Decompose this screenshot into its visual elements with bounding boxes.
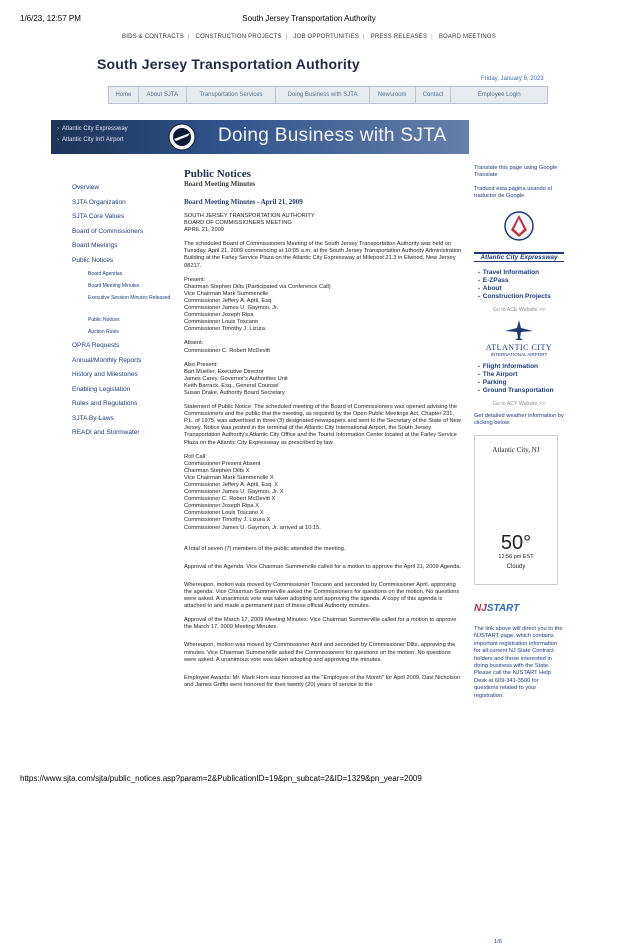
- sidebar-item-opra[interactable]: OPRA Requests: [72, 342, 120, 349]
- acy-title: ATLANTIC CITY: [485, 343, 553, 352]
- acy-links: [482, 363, 564, 395]
- current-date: Friday, January 6, 2023: [481, 76, 544, 82]
- list-item: Commissioner James U. Gaymon, Jr.: [184, 305, 279, 312]
- print-footer: [20, 774, 598, 945]
- njstart-logo-start: START: [486, 603, 520, 614]
- employee-awards: Employee Awards: Mr. Mark Horn was honored as the "Employee of the Month" for April 2009. Davi Nicholson and James Griffin were honored for their twenty (20) years of service to the: [184, 674, 461, 688]
- roll-call-list: [184, 454, 462, 532]
- acy-link-flight[interactable]: ▪ Flight Information: [486, 363, 564, 371]
- list-item: Commissioner Louis Toscano: [184, 319, 259, 326]
- nav-home[interactable]: Home: [109, 87, 139, 103]
- acy-link-airport[interactable]: ▪ The Airport: [486, 371, 564, 379]
- intro-paragraph: The scheduled Board of Commissioners Meeting of the South Jersey Transportation Authority was held on Tuesday, April 21, 2009 commencing at 10:05 a.m. at the South Jersey Transportation Authority Administration Building at the Farley Service Plaza on the Atlantic City Expressway at Milepost 21.3 in Elwood, New Jersey 08217.: [184, 241, 462, 269]
- total-paragraph: A total of seven (7) members of the public attended the meeting.: [184, 545, 346, 552]
- list-item: Chairman Stephen Dilts (Participated via Conference Call): [184, 283, 331, 290]
- list-item: Susan Drake, Authority Board Secretary: [184, 389, 285, 396]
- approval-minutes: Approval of the March 17, 2009 Meeting Minutes: Vice Chairman Summerville called for a motion to approve the March 17, 2009 Meeting Minutes.: [184, 617, 457, 631]
- njstart-info: The link above will direct you to the NJSTART page, which contains important registration information for all current NJ State Contract holders and those interested in doing business with the State. Please call the NJSTART Help Desk at 609-341-3500 for questions related to your registration.: [474, 626, 563, 699]
- list-item: Commissioner Timothy J. Lizura: [184, 326, 265, 333]
- sidebar-item-reports[interactable]: Annual/Monthly Reports: [72, 356, 142, 364]
- weather-city: Atlantic City, NJ: [492, 446, 540, 454]
- weather-temp: 50°: [500, 532, 532, 554]
- print-url: https://www.sjta.com/sjta/public_notices.asp?param=2&PublicationID=19&pn_subcat=2&ID=1329&pn_year=2009: [20, 774, 422, 783]
- top-link-jobs[interactable]: JOB OPPORTUNITIES: [293, 34, 360, 40]
- site-logo[interactable]: South Jersey Transportation Authority: [97, 56, 360, 72]
- acy-subtitle: INTERNATIONAL AIRPORT: [490, 352, 548, 357]
- also-present-list: [184, 362, 462, 397]
- main-nav: [108, 86, 548, 104]
- sidebar-item-readi[interactable]: READI and Stormwater: [72, 429, 140, 436]
- ace-logo[interactable]: [474, 210, 564, 262]
- sidebar-item-rules[interactable]: Rules and Regulations: [72, 400, 138, 407]
- sidebar-item-board-meetings[interactable]: Board Meetings: [72, 242, 118, 249]
- header-line: SOUTH JERSEY TRANSPORTATION AUTHORITY: [184, 213, 315, 219]
- header-line: APRIL 21, 2009: [184, 227, 224, 234]
- list-item: Absent:: [184, 340, 204, 347]
- ace-website-link[interactable]: Go to ACE Website >>: [492, 307, 546, 313]
- minutes-header: [184, 213, 462, 234]
- weather-time: 12:56 pm EST: [498, 554, 534, 560]
- njstart-logo[interactable]: [474, 603, 564, 614]
- list-item: Commissioner Timothy J. Lizura X: [184, 517, 271, 524]
- banner-link-expressway[interactable]: › Atlantic City Expressway: [57, 124, 128, 135]
- list-item: Commissioner Joseph Ripa X: [184, 503, 259, 510]
- ace-link-ezpass[interactable]: ▪ E-ZPass: [486, 277, 564, 285]
- sidebar-sub-public-notices[interactable]: Public Notices: [88, 317, 120, 323]
- list-item: Commissioner Present Absent: [184, 460, 261, 467]
- njstart-logo-nj: NJ: [474, 603, 487, 614]
- absent-list: [184, 340, 462, 354]
- main-content: [184, 168, 462, 689]
- nav-contact[interactable]: Contact: [416, 87, 452, 103]
- approval-agenda: Approval of the Agenda: Vice Chairman Summerville called for a motion to approve the April 21, 2009 Agenda.: [184, 563, 462, 570]
- nav-transportation[interactable]: Transportation Services: [187, 87, 277, 103]
- sidebar-item-legislation[interactable]: Enabling Legislation: [72, 385, 131, 393]
- sidebar-item-core-values[interactable]: SJTA Core Values: [72, 213, 125, 220]
- sidebar-item-organization[interactable]: SJTA Organization: [72, 198, 126, 206]
- sidebar-sub-executive-minutes[interactable]: Executive Session Minutes Released: [88, 295, 171, 301]
- list-item: Also Present:: [184, 361, 218, 368]
- sidebar-sub-board-agendas[interactable]: Board Agendas: [88, 271, 123, 277]
- list-item: Commissioner C. Robert McDevitt X: [184, 496, 276, 503]
- sidebar-sub-meeting-minutes[interactable]: Board Meeting Minutes: [88, 283, 140, 289]
- sidebar-item-board-commissioners[interactable]: Board of Commissioners: [72, 227, 144, 235]
- list-item: Vice Chairman Mark Summerville: [184, 290, 269, 297]
- acy-website-link[interactable]: Go to ACY Website >>: [492, 401, 545, 407]
- ace-link-construction[interactable]: ▪ Construction Projects: [486, 293, 564, 301]
- ace-link-travel[interactable]: ▪ Travel Information: [486, 269, 564, 277]
- sidebar-item-public-notices[interactable]: Public Notices: [72, 256, 114, 264]
- list-item: Commissioner Jeffery A. April, Esq.: [184, 297, 273, 304]
- top-link-board[interactable]: BOARD MEETINGS: [438, 34, 496, 40]
- statement-paragraph: Statement of Public Notice: The scheduled meeting of the Board of Commissioners was opened advising the Commissioners and the public that the meeting, as required by the Open Public Meetings Act, Chapter 231, P.L. of 1975, was advertised in three (3) designated newspapers and sent to the Secretary of the State of New Jersey. Notice was posted in the terminal of the Atlantic City International Airport, the South Jersey Transportation Authority's Atlantic City Office and the Tourist Information Center located at the Farley Service Plaza on the Atlantic City Expressway as prescribed by law.: [184, 404, 461, 446]
- list-item: Present:: [184, 276, 206, 283]
- acy-link-ground[interactable]: ▪ Ground Transportation: [486, 387, 564, 395]
- print-page-title: South Jersey Transportation Authority: [242, 14, 376, 23]
- banner: [51, 120, 469, 154]
- minutes-heading: Board Meeting Minutes - April 21, 2009: [184, 198, 303, 206]
- top-link-construction[interactable]: CONSTRUCTION PROJECTS: [195, 34, 282, 40]
- ace-caption: Atlantic City Expressway: [474, 252, 564, 262]
- sidebar-item-overview[interactable]: Overview: [72, 184, 100, 191]
- ace-link-about[interactable]: ▪ About: [486, 285, 564, 293]
- ace-links: [482, 269, 564, 301]
- list-item: Commissioner James U. Gaymon, Jr. arrived at 10:15.: [184, 524, 321, 531]
- airplane-icon: [504, 319, 534, 341]
- present-list: [184, 277, 462, 334]
- print-datetime: 1/6/23, 12:57 PM: [20, 14, 81, 23]
- acy-link-parking[interactable]: ▪ Parking: [486, 379, 564, 387]
- google-traducir-link[interactable]: Traducir esta página usando el traductor de Google: [474, 186, 552, 199]
- nav-about[interactable]: About SJTA: [139, 87, 187, 103]
- list-item: Roll Call:: [184, 453, 207, 460]
- list-item: Vice Chairman Mark Summerville X: [184, 474, 274, 481]
- google-translate-link[interactable]: Translate this page using Google Translate: [474, 165, 558, 178]
- list-item: Commissioner Jeffery A. April, Esq. X: [184, 482, 279, 488]
- sidebar-item-history[interactable]: History and Milestones: [72, 371, 138, 378]
- list-item: Commissioner Joseph Ripa: [184, 312, 254, 319]
- nav-employee-login[interactable]: Employee Login: [477, 92, 521, 98]
- sidebar: [72, 184, 177, 444]
- weather-prompt: Get detailed weather information by clicking below:: [474, 413, 564, 426]
- sidebar-sub-auction-rules[interactable]: Auction Rules: [88, 329, 119, 335]
- whereupon-agenda: Whereupon, motion was moved by Commissioner Toscano and seconded by Commissioner April, approving the agenda. Vice Chairman Summerville asked the Commissioners for questions on the motion. No questions were asked. A unanimous vote was taken adopting and approving the agenda. A copy of this agenda is attached to and made a permanent part of these official Authority minutes.: [184, 581, 460, 610]
- print-page-count: 1/6: [494, 939, 502, 945]
- acy-logo[interactable]: [474, 319, 564, 357]
- list-item: Chairman Stephen Dilts X: [184, 467, 250, 474]
- page-title: Public Notices: [184, 168, 251, 180]
- weather-condition: Cloudy: [506, 564, 526, 570]
- banner-links: [57, 124, 128, 146]
- right-column: [474, 165, 564, 700]
- nav-newsroom[interactable]: Newsroom: [370, 87, 416, 103]
- list-item: Commissioner Louis Toscano X: [184, 510, 264, 517]
- header-line: BOARD OF COMMISSIONERS MEETING: [184, 220, 292, 227]
- page-subtitle: Board Meeting Minutes: [184, 180, 256, 188]
- list-item: Keith Barrack, Esq., General Counsel: [184, 382, 279, 389]
- top-link-press[interactable]: PRESS RELEASES: [370, 34, 428, 40]
- weather-widget[interactable]: [474, 435, 558, 585]
- banner-link-airport[interactable]: › Atlantic City Int'l Airport: [57, 135, 128, 146]
- list-item: Commissioner C. Robert McDevitt: [184, 347, 270, 354]
- nav-doing-business[interactable]: Doing Business with SJTA: [276, 87, 370, 103]
- banner-title: Doing Business with SJTA: [218, 125, 447, 146]
- whereupon-minutes: Whereupon, motion was moved by Commissioner April and seconded by Commissioner Dilts, approving the minutes. Vice Chairman Summerville asked the Commissioners for questions on the motion. No questions were asked. A unanimous vote was taken adopting and approving the minutes.: [184, 642, 456, 663]
- top-links: BIDS & CONTRACTS | CONSTRUCTION PROJECTS | JOB OPPORTUNITIES | PRESS RELEASES | BOARD MEETINGS: [122, 34, 496, 40]
- sjta-seal-icon: [168, 123, 196, 151]
- list-item: Commissioner James U. Gaymon, Jr. X: [184, 489, 284, 496]
- print-header: [20, 14, 598, 26]
- list-item: Bart Mueller, Executive Director: [184, 368, 264, 375]
- list-item: James Carey, Governor's Authorities Unit: [184, 375, 288, 382]
- ace-shield-icon: [487, 210, 551, 250]
- sidebar-item-bylaws[interactable]: SJTA By-Laws: [72, 414, 114, 422]
- top-link-bids[interactable]: BIDS & CONTRACTS: [122, 34, 184, 40]
